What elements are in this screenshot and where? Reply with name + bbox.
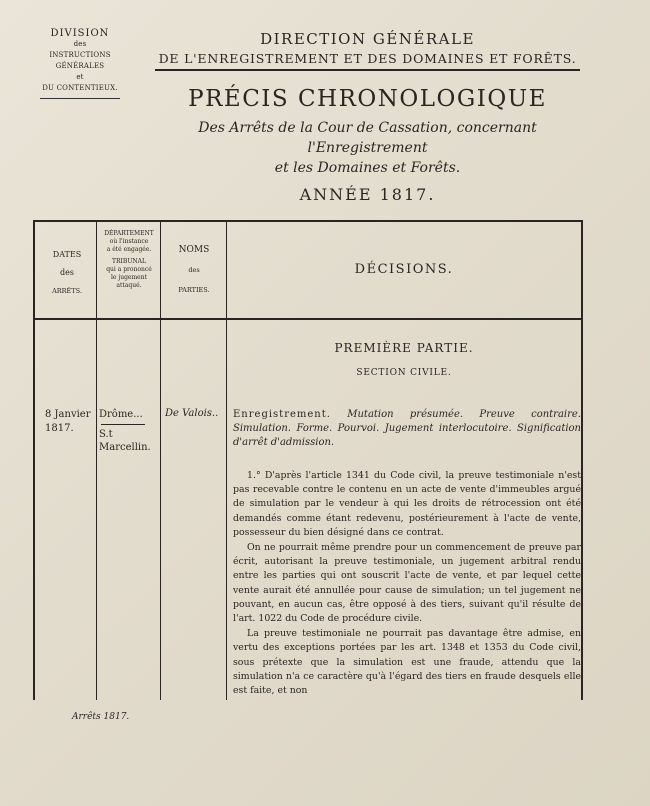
division-block (24, 28, 136, 99)
division-rule (40, 98, 120, 99)
division-instructions: INSTRUCTIONS GÉNÉRALES (49, 51, 111, 70)
document-subtitle (140, 118, 595, 178)
cell-separator (101, 424, 145, 425)
decision-paragraph: 1.° D'après l'article 1341 du Code civil, la preuve testimoniale n'est pas recevable contre le contenu en un acte de vente d'immeubles argué de simulation par le vendeur à qui les droits de rétrocession ont été demandés comme étant redevenu, postérieurement à l'acte de vente, possesseur du bien désigné dans ce contrat. (233, 470, 581, 538)
division-title: DIVISION (50, 28, 110, 39)
decision-date: 8 Janvier 1817. (45, 409, 91, 434)
decision-paragraph: La preuve testimoniale ne pourrait pas davantage être admise, en vertu des exceptions portées par les art. 1348 et 1353 du Code civil, sous prétexte que la simulation est une fraude, attendu que la simulation n'a ce caractère qu'à l'égard des tiers en fraude desquels elle est faite, et non (233, 628, 581, 697)
summary-text: Mutation présumée. Preuve contraire. Simulation. Forme. Pourvoi. Jugement interlocutoire. Signification d'arrêt d'admission. (233, 409, 581, 448)
tribunal-name: S.t Marcellin. (99, 429, 151, 453)
departement-name: Drôme... (99, 409, 143, 420)
decisions-table (33, 220, 583, 700)
precis-title: PRÉCIS CHRONOLOGIQUE (188, 86, 547, 112)
summary-lead: Enregistrement. (233, 409, 331, 420)
division-contentieux: DU CONTENTIEUX. (42, 84, 118, 92)
column-header-departement: DÉPARTEMENT où l'instance a été engagée. TRIBUNAL qui a prononcé le jugement attaqué. (104, 230, 154, 289)
enregistrement-title: DE L'ENREGISTREMENT ET DES DOMAINES ET FORÊTS. (158, 51, 577, 66)
direction-header (150, 30, 585, 71)
decision-body (233, 469, 581, 699)
departement-cell (99, 408, 159, 454)
header-bottom-rule (35, 318, 581, 320)
division-et: et (76, 73, 84, 81)
party-name: De Valois.. (165, 408, 219, 419)
column-header-dates: DATES des ARRÊTS. (52, 250, 82, 295)
header-rule (155, 69, 580, 71)
part-heading: PREMIÈRE PARTIE. (334, 341, 474, 355)
page-footer: Arrêts 1817. (72, 712, 130, 722)
decision-paragraph: On ne pourrait même prendre pour un commencement de preuve par écrit, autorisant la preuve testimoniale, un jugement arbitral rendu entre les parties qui ont souscrit l'acte de vente, et par lequel cette vente aurait été annullée pour cause de simulation; un tel jugement ne pouvant, en aucun cas, être opposé à des tiers, suivant qu'il résulte de l'art. 1022 du Code de procédure civile. (233, 542, 581, 625)
direction-title: DIRECTION GÉNÉRALE (260, 30, 475, 48)
year-heading: ANNÉE 1817. (299, 185, 436, 204)
division-des: des (73, 40, 87, 48)
decision-summary (233, 408, 581, 450)
section-heading: SECTION CIVILE. (356, 368, 452, 378)
subtitle-line-1: Des Arrêts de la Cour de Cassation, concernant l'Enregistrement (198, 120, 537, 156)
subtitle-line-2: et les Domaines et Forêts. (274, 160, 461, 176)
column-header-decisions: DÉCISIONS. (354, 262, 454, 277)
column-header-noms: NOMS des PARTIES. (178, 245, 210, 294)
